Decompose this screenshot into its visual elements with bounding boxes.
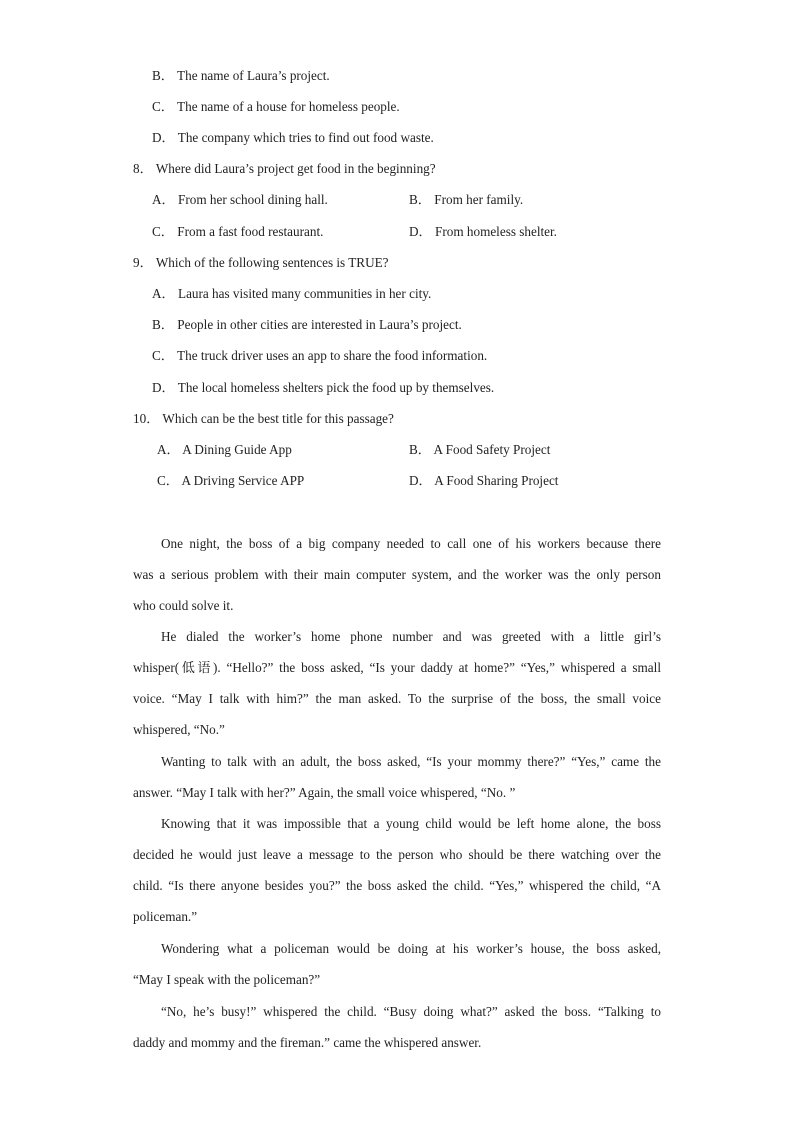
passage-line: Wondering what a policeman would be doing at his worker’s house, the boss asked, <box>161 941 661 956</box>
q10-option-b: B． A Food Safety Project <box>409 442 551 457</box>
passage-line: voice. “May I talk with him?” the man asked. To the surprise of the boss, the small voice <box>133 691 661 707</box>
passage-line: whisper(低语). “Hello?” the boss asked, “Is your daddy at home?” “Yes,” whispered a small <box>133 660 661 676</box>
q7-option-c: C． The name of a house for homeless people. <box>152 99 400 114</box>
passage-line: answer. “May I talk with her?” Again, the small voice whispered, “No. ” <box>133 785 516 801</box>
q10-option-a: A． A Dining Guide App <box>157 442 292 457</box>
passage-paragraph-1 <box>133 536 661 629</box>
passage-line: Knowing that it was impossible that a young child would be left home alone, the boss <box>161 816 661 831</box>
q9-option-b: B． People in other cities are interested in Laura’s project. <box>152 317 462 332</box>
passage-line: was a serious problem with their main computer system, and the worker was the only person <box>133 567 661 583</box>
passage-paragraph-2 <box>133 629 661 753</box>
q9-option-d: D． The local homeless shelters pick the food up by themselves. <box>152 380 495 395</box>
passage-line: whispered, “No.” <box>133 722 225 738</box>
passage-line: “May I speak with the policeman?” <box>133 972 321 988</box>
q8-option-d: D． From homeless shelter. <box>409 224 557 239</box>
passage-line: policeman.” <box>133 909 198 925</box>
passage-line: Wanting to talk with an adult, the boss asked, “Is your mommy there?” “Yes,” came the <box>161 754 661 769</box>
q7-option-d: D． The company which tries to find out food waste. <box>152 130 434 145</box>
passage-paragraph-4 <box>133 816 661 940</box>
q7-option-b: B． The name of Laura’s project. <box>152 68 330 83</box>
passage-paragraph-5 <box>133 941 661 1003</box>
q9-option-a: A． Laura has visited many communities in her city. <box>152 286 432 301</box>
q9-option-c: C． The truck driver uses an app to share the food information. <box>152 348 488 363</box>
passage-line: One night, the boss of a big company needed to call one of his workers because there <box>161 536 661 551</box>
q8-option-c: C． From a fast food restaurant. <box>152 224 324 239</box>
q10-option-c: C． A Driving Service APP <box>157 473 305 488</box>
passage-paragraph-6 <box>133 1004 661 1066</box>
q8-option-b: B． From her family. <box>409 192 524 207</box>
q8-stem: 8． Where did Laura’s project get food in the beginning? <box>133 161 436 176</box>
passage-line: daddy and mommy and the fireman.” came the whispered answer. <box>133 1035 482 1051</box>
passage-paragraph-3 <box>133 754 661 816</box>
q9-stem: 9． Which of the following sentences is TRUE? <box>133 255 389 270</box>
passage-line: “No, he’s busy!” whispered the child. “Busy doing what?” asked the boss. “Talking to <box>161 1004 661 1019</box>
q10-stem: 10． Which can be the best title for this passage? <box>133 411 394 426</box>
q8-option-a: A． From her school dining hall. <box>152 192 328 207</box>
passage-line: decided he would just leave a message to the person who should be there watching over the <box>133 847 661 863</box>
passage-line: who could solve it. <box>133 598 234 614</box>
q10-option-d: D． A Food Sharing Project <box>409 473 559 488</box>
passage-line: He dialed the worker’s home phone number and was greeted with a little girl’s <box>161 629 661 644</box>
passage-line: child. “Is there anyone besides you?” the boss asked the child. “Yes,” whispered the child, “A <box>133 878 661 894</box>
